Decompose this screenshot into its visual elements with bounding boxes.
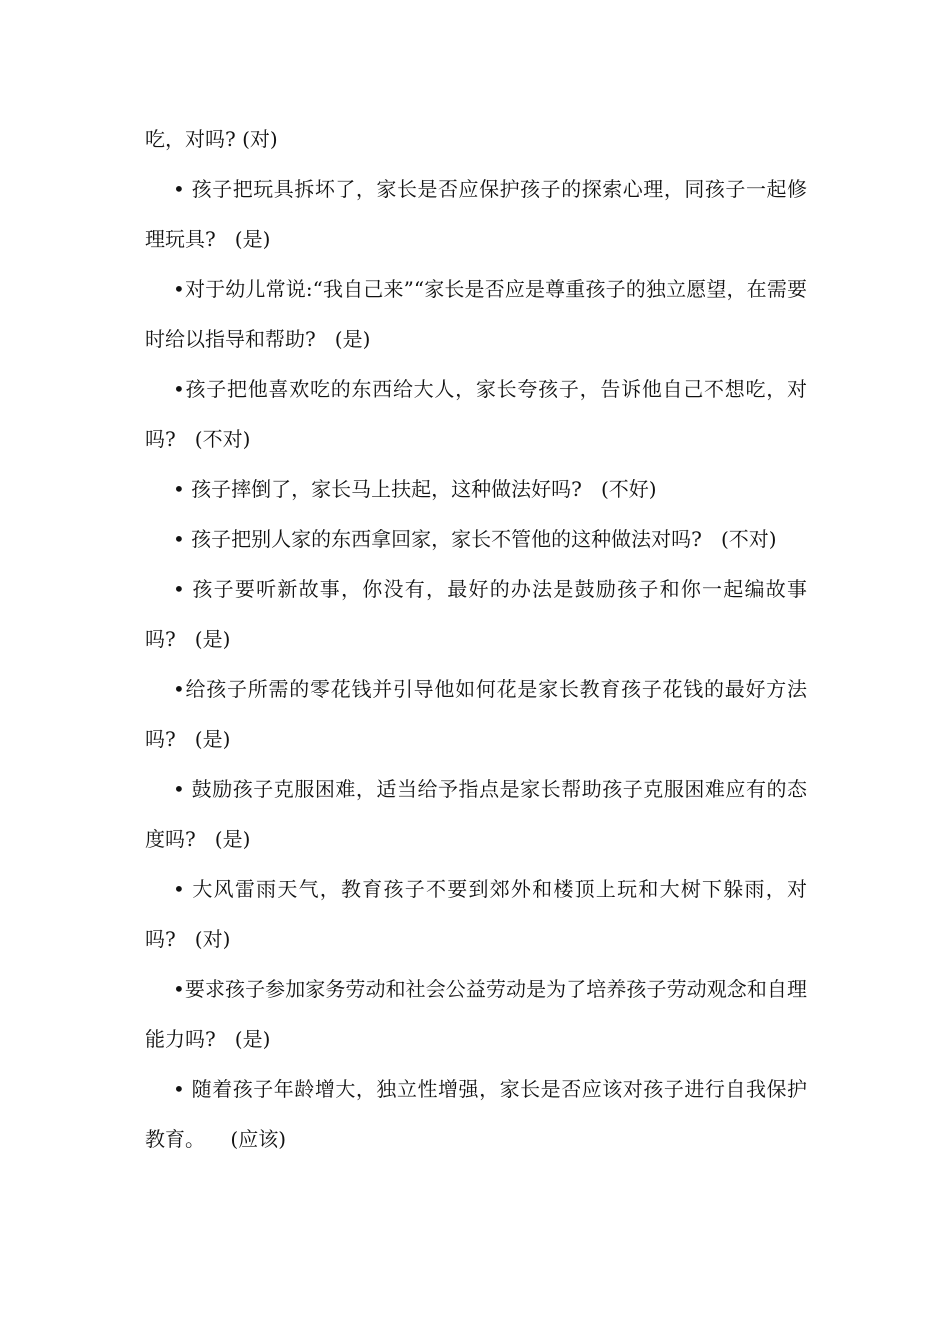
document-body xyxy=(145,114,807,1164)
paragraph-3: •对于幼儿常说:“我自己来”“家长是否应是尊重孩子的独立愿望，在需要时给以指导和帮助? (是) xyxy=(145,277,807,351)
paragraph-2: • 孩子把玩具拆坏了，家长是否应保护孩子的探索心理，同孩子一起修理玩具? (是) xyxy=(145,177,807,251)
paragraph-5: • 孩子摔倒了，家长马上扶起，这种做法好吗? (不好) xyxy=(173,477,657,501)
paragraph-1: 吃，对吗? (对) xyxy=(145,127,278,151)
paragraph-8: •给孩子所需的零花钱并引导他如何花是家长教育孩子花钱的最好方法吗? (是) xyxy=(145,677,807,751)
paragraph-9: • 鼓励孩子克服困难，适当给予指点是家长帮助孩子克服困难应有的态度吗? (是) xyxy=(145,777,807,851)
paragraph-4: •孩子把他喜欢吃的东西给大人，家长夸孩子，告诉他自己不想吃，对吗? (不对) xyxy=(145,377,807,451)
paragraph-12: • 随着孩子年龄增大，独立性增强，家长是否应该对孩子进行自我保护教育。 (应该) xyxy=(145,1077,807,1151)
paragraph-10: • 大风雷雨天气，教育孩子不要到郊外和楼顶上玩和大树下躲雨，对吗? (对) xyxy=(145,877,807,951)
paragraph-7: • 孩子要听新故事，你没有，最好的办法是鼓励孩子和你一起编故事吗? (是) xyxy=(145,577,807,651)
paragraph-6: • 孩子把别人家的东西拿回家，家长不管他的这种做法对吗? (不对) xyxy=(173,527,777,551)
paragraph-11: •要求孩子参加家务劳动和社会公益劳动是为了培养孩子劳动观念和自理能力吗? (是) xyxy=(145,977,807,1051)
